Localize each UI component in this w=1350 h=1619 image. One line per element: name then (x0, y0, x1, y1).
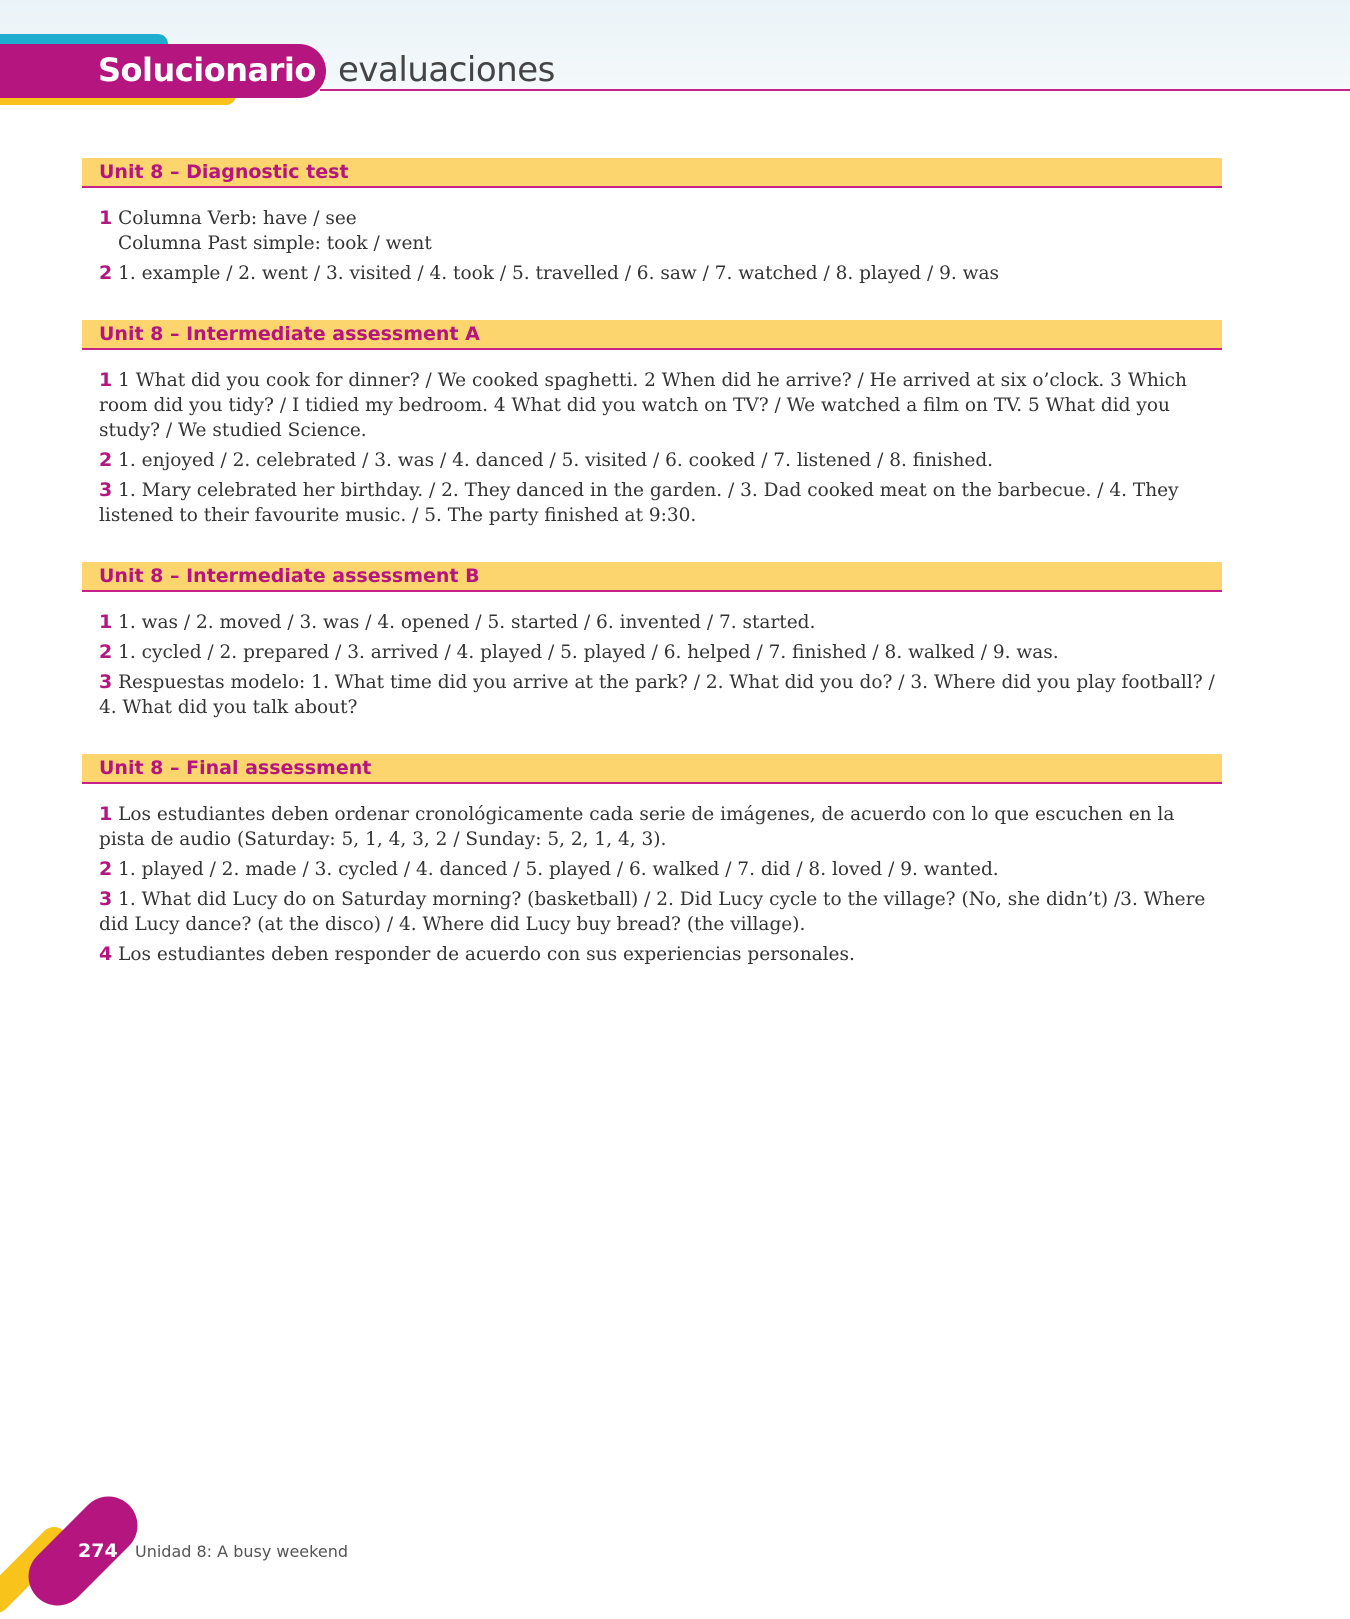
item-text: 1. Mary celebrated her birthday. / 2. They danced in the garden. / 3. Dad cooked meat on the barbecue. / 4. They listened to their favourite music. / 5. The party finished at 9:30. (99, 480, 1179, 526)
section-intermediate-a (82, 320, 1222, 528)
section-diagnostic-test (82, 158, 1222, 286)
section-title: Unit 8 – Intermediate assessment B (82, 562, 1222, 592)
item-number: 1 (99, 207, 113, 229)
section-title: Unit 8 – Diagnostic test (82, 158, 1222, 188)
item-number: 4 (99, 943, 113, 965)
answer-item (82, 448, 1222, 473)
item-text: 1. What did Lucy do on Saturday morning? (basketball) / 2. Did Lucy cycle to the village? (No, she didn’t) /3. Where did Lucy dance? (at the disco) / 4. Where did Lucy buy bread? (the village). (99, 889, 1206, 935)
answer-item (82, 857, 1222, 882)
item-text: 1. was / 2. moved / 3. was / 4. opened / 5. started / 6. invented / 7. started. (118, 612, 816, 633)
section-final-assessment (82, 754, 1222, 967)
item-number: 3 (99, 888, 113, 910)
item-number: 2 (99, 641, 113, 663)
answer-item (82, 640, 1222, 665)
item-number: 1 (99, 803, 113, 825)
item-text: Respuestas modelo: 1. What time did you arrive at the park? / 2. What did you do? / 3. Where did you play football? / 4. What did you talk about? (99, 672, 1215, 718)
page-title: Solucionario (98, 51, 316, 89)
item-text: 1 What did you cook for dinner? / We cooked spaghetti. 2 When did he arrive? / He arrived at six o’clock. 3 Which room did you tidy? / I tidied my bedroom. 4 What did you watch on TV? / We watched a film on TV. 5 What did you study? / We studied Science. (99, 370, 1187, 441)
section-title: Unit 8 – Final assessment (82, 754, 1222, 784)
answer-item (82, 887, 1222, 937)
answer-item (82, 478, 1222, 528)
item-number: 3 (99, 671, 113, 693)
answer-item (82, 610, 1222, 635)
item-number: 2 (99, 262, 113, 284)
answer-item (82, 802, 1222, 852)
item-number: 2 (99, 858, 113, 880)
item-number: 1 (99, 369, 113, 391)
item-text: Los estudiantes deben responder de acuerdo con sus experiencias personales. (118, 944, 855, 965)
section-title: Unit 8 – Intermediate assessment A (82, 320, 1222, 350)
item-text: 1. example / 2. went / 3. visited / 4. took / 5. travelled / 6. saw / 7. watched / 8. played / 9. was (118, 263, 1000, 284)
item-text: Columna Verb: have / see (118, 208, 357, 229)
item-text: 1. cycled / 2. prepared / 3. arrived / 4. played / 5. played / 6. helped / 7. finished / 8. walked / 9. was. (118, 642, 1059, 663)
item-continuation: Columna Past simple: took / went (118, 233, 432, 254)
section-intermediate-b (82, 562, 1222, 720)
answer-item (82, 206, 1222, 256)
answer-item (82, 942, 1222, 967)
answer-item (82, 670, 1222, 720)
item-number: 2 (99, 449, 113, 471)
page-subtitle: evaluaciones (338, 50, 555, 90)
answer-key-content (82, 158, 1222, 1001)
item-text: 1. enjoyed / 2. celebrated / 3. was / 4. danced / 5. visited / 6. cooked / 7. listened / 8. finished. (118, 450, 994, 471)
item-text: 1. played / 2. made / 3. cycled / 4. danced / 5. played / 6. walked / 7. did / 8. loved / 9. wanted. (118, 859, 999, 880)
answer-item (82, 261, 1222, 286)
answer-item (82, 368, 1222, 443)
item-text: Los estudiantes deben ordenar cronológicamente cada serie de imágenes, de acuerdo con lo que escuchen en la pista de audio (Saturday: 5, 1, 4, 3, 2 / Sunday: 5, 2, 1, 4, 3). (99, 804, 1175, 850)
item-number: 3 (99, 479, 113, 501)
item-number: 1 (99, 611, 113, 633)
page-number: 274 (78, 1540, 118, 1562)
footer-unit-label: Unidad 8: A busy weekend (135, 1542, 348, 1561)
